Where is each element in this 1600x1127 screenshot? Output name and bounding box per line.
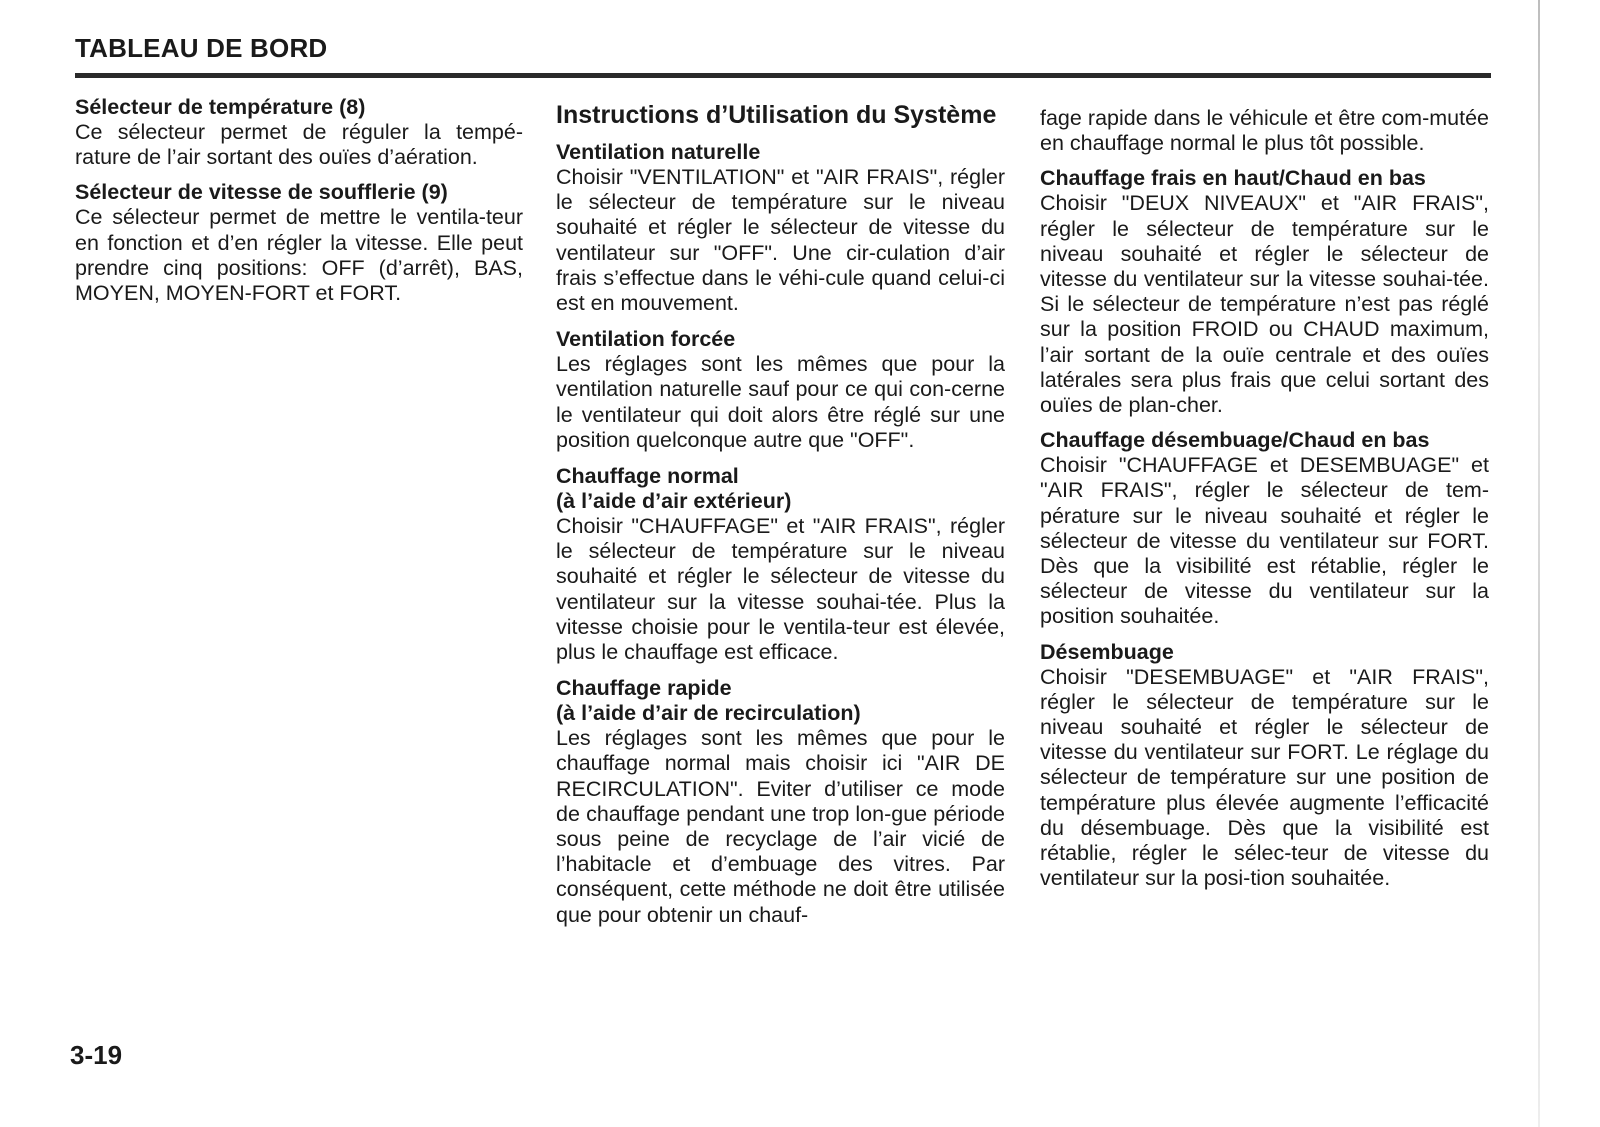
section-natural-ventilation [556, 140, 1005, 316]
column-3 [1040, 106, 1489, 901]
section-forced-ventilation [556, 327, 1005, 453]
section-heading: Chauffage frais en haut/Chaud en bas [1040, 166, 1426, 191]
section-subheading: (à l’aide d’air extérieur) [556, 489, 792, 514]
section-bilevel-heating [1040, 166, 1489, 418]
section-heading: Chauffage normal [556, 464, 739, 489]
section-heading: Ventilation forcée [556, 327, 736, 352]
section-text: Ce sélecteur permet de mettre le ventila-teur en fonction et d’en régler la vitesse. Elle peut prendre cinq positions: OFF (d’arrêt), BAS, MOYEN, MOYEN-FORT et FORT. [75, 205, 523, 306]
section-text: Ce sélecteur permet de réguler la tempé-rature de l’air sortant des ouïes d’aération. [75, 120, 523, 170]
section-subheading: (à l’aide d’air de recirculation) [556, 701, 861, 726]
section-text: Choisir "CHAUFFAGE et DESEMBUAGE" et "AIR FRAIS", régler le sélecteur de tem-pérature sur le niveau souhaité et régler le sélecteur de vitesse du ventilateur sur FORT. Dès que la visibilité est rétablie, régler le sélecteur de vitesse du ventilateur sur la position souhaitée. [1040, 453, 1489, 629]
section-temperature-selector [75, 95, 523, 170]
section-text: Choisir "VENTILATION" et "AIR FRAIS", régler le sélecteur de température sur le niveau souhaité et régler le sélecteur de vitesse du ventilateur sur "OFF". Une cir-culation d’air frais s’effectue dans le véhi-cule quand celui-ci est en mouvement. [556, 165, 1005, 316]
continuation-text: fage rapide dans le véhicule et être com-mutée en chauffage normal le plus tôt possible. [1040, 106, 1489, 156]
section-text: Les réglages sont les mêmes que pour la ventilation naturelle sauf pour ce qui con-cerne le ventilateur qui doit alors être réglé sur une position quelconque autre que "OFF". [556, 352, 1005, 452]
section-heading: Chauffage rapide [556, 676, 732, 701]
page-edge-mark [1538, 0, 1540, 1127]
section-text: Choisir "DEUX NIVEAUX" et "AIR FRAIS", régler le sélecteur de température sur le niveau souhaité et régler le sélecteur de vitesse du ventilateur sur la vitesse souhai-tée. Si le sélecteur de température n’est pas réglé sur la position FROID ou CHAUD maximum, l’air sortant de la ouïe centrale et des ouïes latérales sera plus frais que celui sortant des ouïes de plan-cher. [1040, 191, 1489, 418]
section-fan-speed-selector [75, 180, 523, 306]
column-2 [556, 95, 1005, 939]
main-heading: Instructions d’Utilisation du Système [556, 101, 997, 129]
section-heading: Sélecteur de vitesse de soufflerie (9) [75, 180, 448, 205]
section-defrost [1040, 640, 1489, 892]
section-text: Choisir "DESEMBUAGE" et "AIR FRAIS", régler le sélecteur de température sur le niveau souhaité et régler le sélecteur de vitesse du ventilateur sur FORT. Le réglage du sélecteur de température sur une position de température plus élevée augmente l’efficacité du désembuage. Dès que la visibilité est rétablie, régler le sélec-teur de vitesse du ventilateur sur la posi-tion souhaitée. [1040, 664, 1489, 891]
section-text: Choisir "CHAUFFAGE" et "AIR FRAIS", régler le sélecteur de température sur le niveau souhaité et régler le sélecteur de vitesse du ventilateur sur la vitesse souhai-tée. Plus la vitesse choisie pour le ventila-teur est élevée, plus le chauffage est efficace. [556, 514, 1005, 665]
section-text: Les réglages sont les mêmes que pour le chauffage normal mais choisir ici "AIR DE RECIRCULATION". Eviter d’utiliser ce mode de chauffage pendant une trop lon-gue période sous peine de recyclage de l’air vicié de l’habitacle et d’embuage des vitres. Par conséquent, cette méthode ne doit être utilisée que pour obtenir un chauf- [556, 726, 1005, 927]
section-normal-heating [556, 464, 1005, 665]
page-number: 3-19 [70, 1040, 123, 1070]
section-continuation [1040, 106, 1489, 156]
section-defrost-heating [1040, 428, 1489, 629]
section-heading: Chauffage désembuage/Chaud en bas [1040, 428, 1430, 453]
section-heading: Sélecteur de température (8) [75, 95, 366, 119]
page-title: TABLEAU DE BORD [75, 33, 328, 63]
column-1 [75, 95, 523, 316]
section-heading: Désembuage [1040, 639, 1174, 664]
header-rule [75, 73, 1491, 78]
section-rapid-heating [556, 676, 1005, 928]
section-heading: Ventilation naturelle [556, 140, 761, 164]
